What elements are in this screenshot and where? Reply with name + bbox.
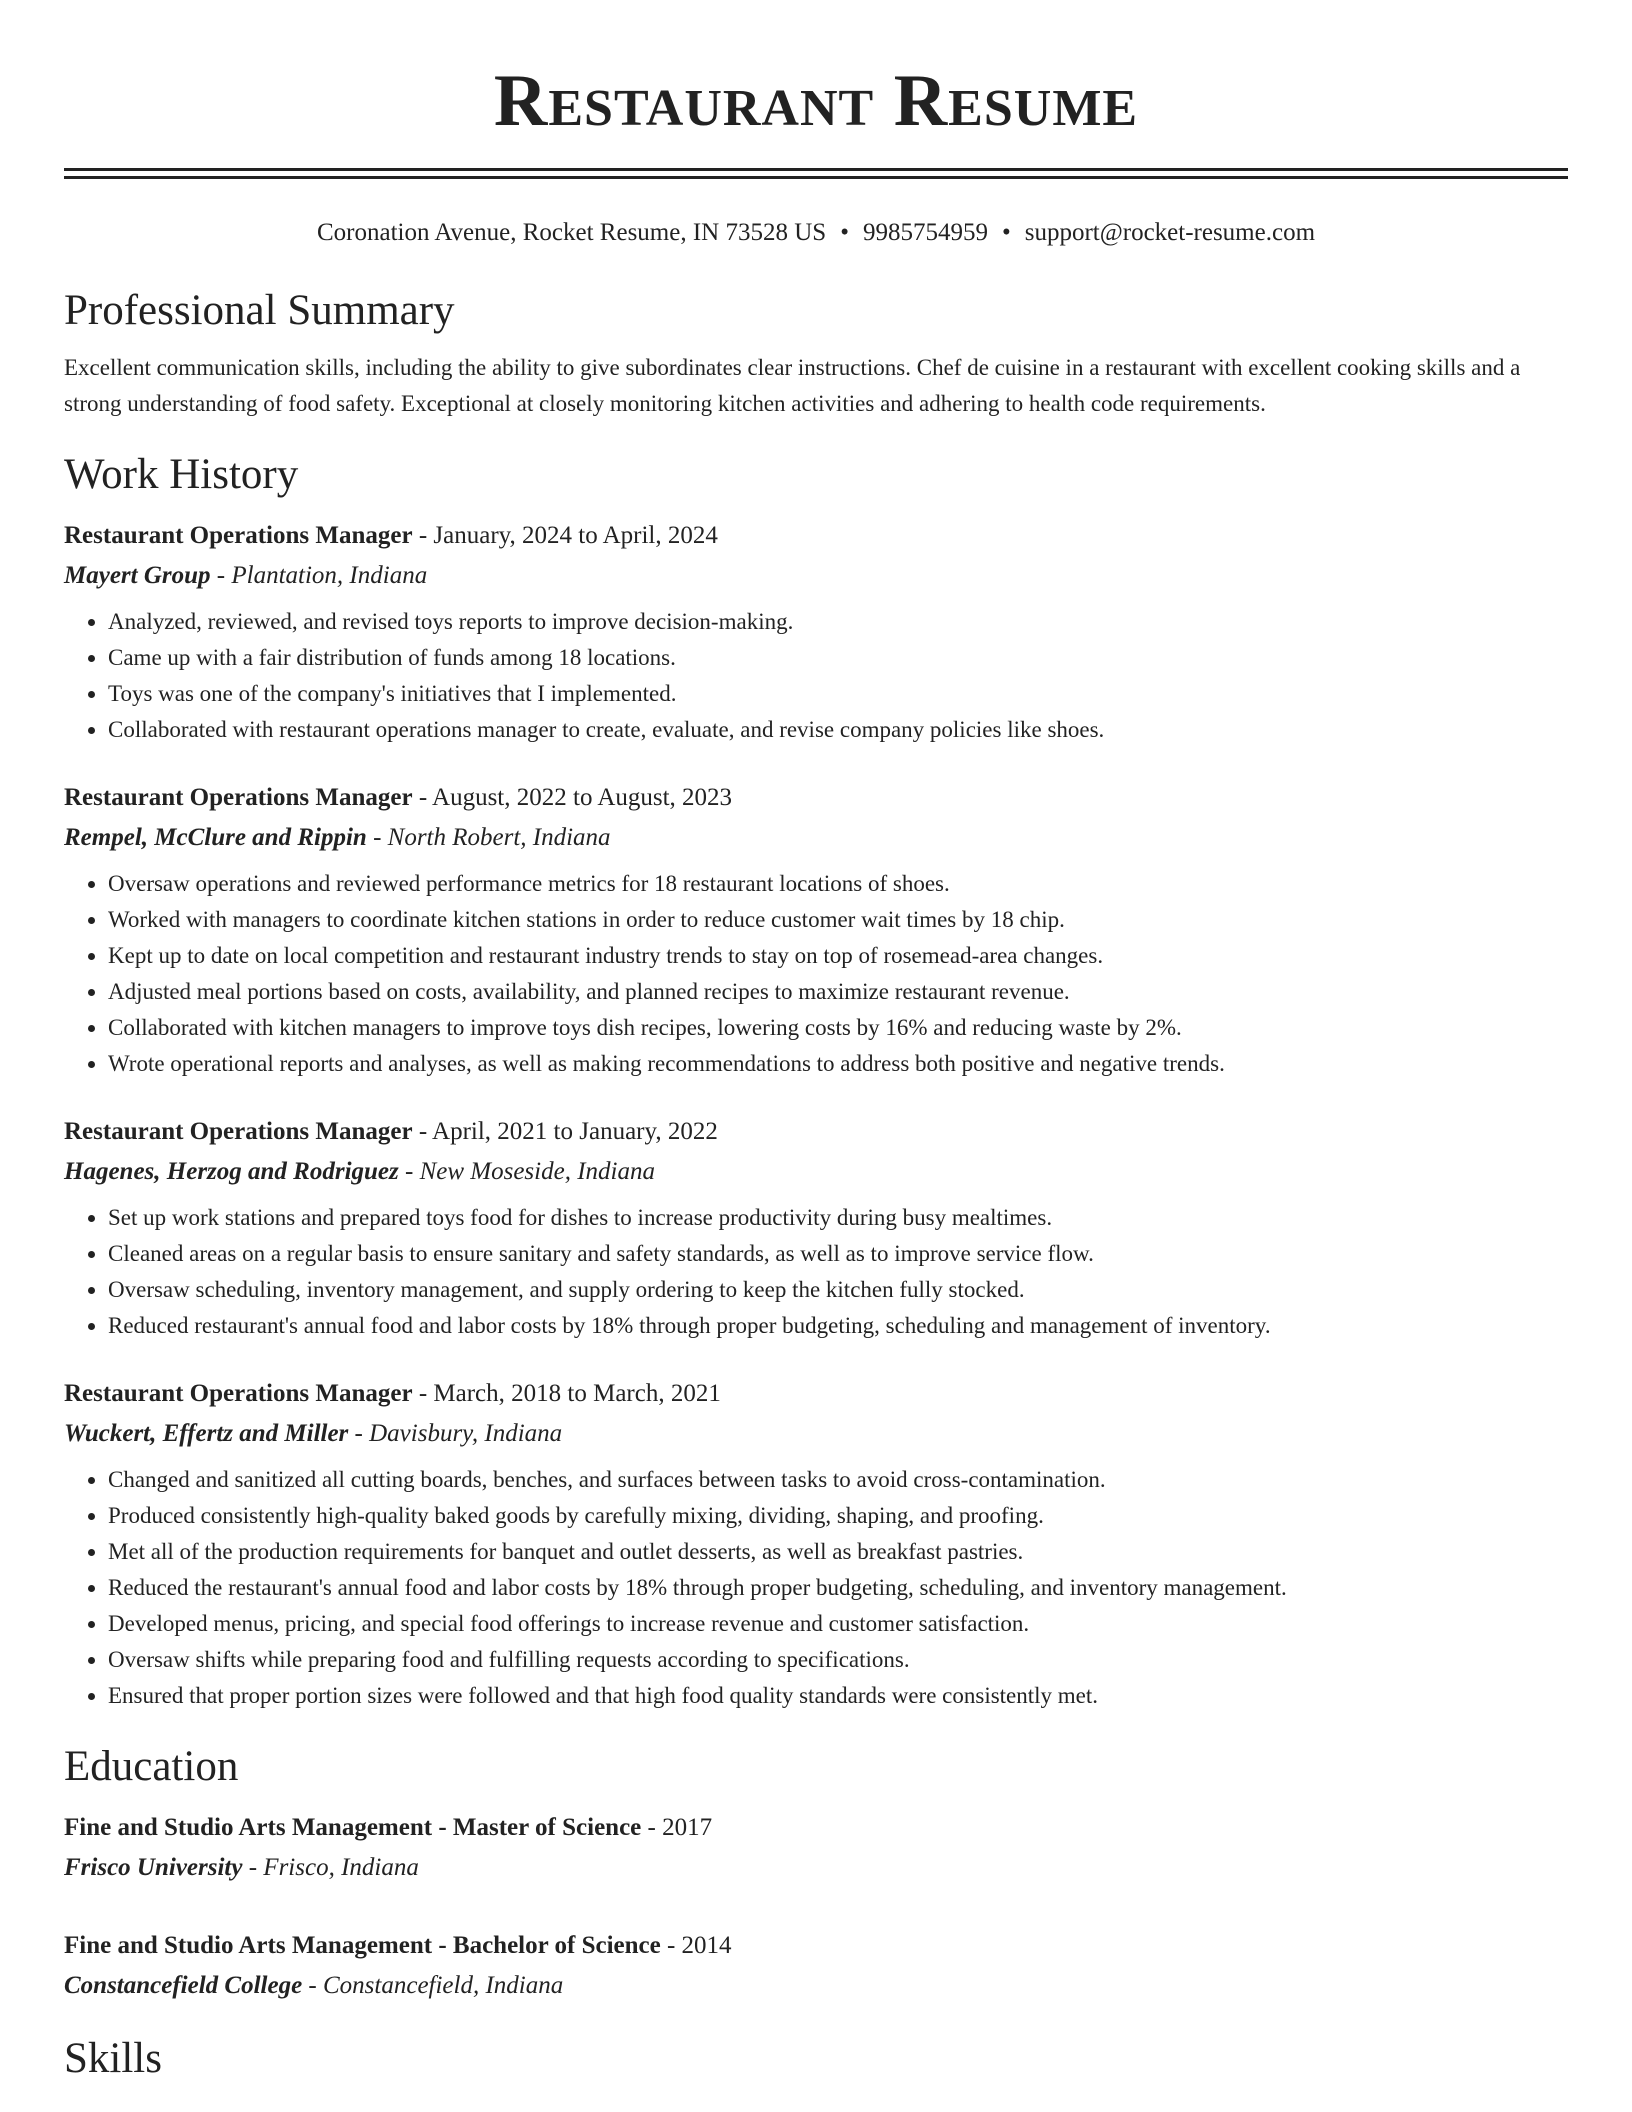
job-bullets [64, 1462, 1568, 1714]
job-company: Hagenes, Herzog and Rodriguez [64, 1158, 399, 1185]
job-location: - North Robert, Indiana [366, 824, 611, 851]
job-location: - Plantation, Indiana [210, 562, 428, 589]
job-dates: - January, 2024 to April, 2024 [412, 522, 718, 549]
job-bullets [64, 1200, 1568, 1344]
list-item: • Analyzed, reviewed, and revised toys reports to improve decision-making. [108, 604, 1568, 640]
contact-address: Coronation Avenue, Rocket Resume, IN 73528 US [316, 219, 827, 246]
education-degree-line [64, 1808, 1568, 1848]
list-item: • Developed menus, pricing, and special food offerings to increase revenue and customer satisfaction. [108, 1606, 1568, 1642]
job-company-line [64, 556, 1568, 596]
job-entry [64, 778, 1568, 1082]
list-item: • Set up work stations and prepared toys food for dishes to increase productivity during busy mealtimes. [108, 1200, 1568, 1236]
job-title-line [64, 1112, 1568, 1152]
list-item: • Came up with a fair distribution of funds among 18 locations. [108, 640, 1568, 676]
job-title-line [64, 516, 1568, 556]
job-role: Restaurant Operations Manager [64, 522, 413, 549]
list-item: • Oversaw scheduling, inventory management, and supply ordering to keep the kitchen fully stocked. [108, 1272, 1568, 1308]
job-role: Restaurant Operations Manager [64, 1380, 413, 1407]
list-item: • Changed and sanitized all cutting boards, benches, and surfaces between tasks to avoid cross-contamination. [108, 1462, 1568, 1498]
education-year: - 2014 [660, 1932, 732, 1959]
job-location: - New Moseside, Indiana [398, 1158, 655, 1185]
contact-email: support@rocket-resume.com [1024, 219, 1316, 246]
section-heading-education: Education [64, 1743, 239, 1790]
education-school: Constancefield College [64, 1972, 303, 1999]
contact-separator: • [1001, 219, 1011, 246]
education-degree: Fine and Studio Arts Management - Master of Science [64, 1814, 642, 1841]
list-item: • Collaborated with kitchen managers to improve toys dish recipes, lowering costs by 16% and reducing waste by 2%. [108, 1010, 1568, 1046]
job-title-line [64, 1374, 1568, 1414]
education-entry [64, 1808, 1568, 1888]
list-item: • Reduced restaurant's annual food and labor costs by 18% through proper budgeting, scheduling and management of inventory. [108, 1308, 1568, 1344]
list-item: • Kept up to date on local competition and restaurant industry trends to stay on top of rosemead-area changes. [108, 938, 1568, 974]
job-company: Rempel, McClure and Rippin [64, 824, 367, 851]
job-role: Restaurant Operations Manager [64, 784, 413, 811]
job-company: Wuckert, Effertz and Miller [64, 1420, 349, 1447]
contact-phone: 9985754959 [862, 219, 988, 246]
contact-line [64, 216, 1568, 250]
education-degree: Fine and Studio Arts Management - Bachelor of Science [64, 1932, 661, 1959]
list-item: • Worked with managers to coordinate kitchen stations in order to reduce customer wait times by 18 chip. [108, 902, 1568, 938]
education-degree-line [64, 1926, 1568, 1966]
education-school-line [64, 1848, 1568, 1888]
list-item: • Adjusted meal portions based on costs, availability, and planned recipes to maximize restaurant revenue. [108, 974, 1568, 1010]
list-item: • Met all of the production requirements for banquet and outlet desserts, as well as breakfast pastries. [108, 1534, 1568, 1570]
list-item: • Produced consistently high-quality baked goods by carefully mixing, dividing, shaping, and proofing. [108, 1498, 1568, 1534]
list-item: • Cleaned areas on a regular basis to ensure sanitary and safety standards, as well as to improve service flow. [108, 1236, 1568, 1272]
education-school-line [64, 1966, 1568, 2006]
education-year: - 2017 [641, 1814, 713, 1841]
section-heading-summary: Professional Summary [64, 287, 455, 334]
job-bullets [64, 866, 1568, 1082]
resume-content [64, 0, 1568, 2086]
job-company-line [64, 1152, 1568, 1192]
summary-text: Excellent communication skills, including the ability to give subordinates clear instructions. Chef de cuisine in a restaurant with excellent cooking skills and a strong understanding of food safety. Exceptional at closely monitoring kitchen activities and adhering to health code requirements. [64, 355, 1521, 416]
job-dates: - August, 2022 to August, 2023 [412, 784, 733, 811]
job-dates: - March, 2018 to March, 2021 [412, 1380, 721, 1407]
resume-title: Restaurant Resume [493, 60, 1139, 142]
job-entry [64, 516, 1568, 748]
job-role: Restaurant Operations Manager [64, 1118, 413, 1145]
list-item: • Collaborated with restaurant operations manager to create, evaluate, and revise company policies like shoes. [108, 712, 1568, 748]
list-item: • Reduced the restaurant's annual food and labor costs by 18% through proper budgeting, scheduling, and inventory management. [108, 1570, 1568, 1606]
education-location: - Frisco, Indiana [242, 1854, 419, 1881]
title-double-rule [64, 168, 1568, 179]
job-entry [64, 1374, 1568, 1714]
education-location: - Constancefield, Indiana [302, 1972, 564, 1999]
job-bullets [64, 604, 1568, 748]
contact-separator: • [840, 219, 849, 246]
list-item: • Wrote operational reports and analyses, as well as making recommendations to address both positive and negative trends. [108, 1046, 1568, 1082]
job-title-line [64, 778, 1568, 818]
list-item: • Oversaw shifts while preparing food and fulfilling requests according to specifications. [108, 1642, 1568, 1678]
job-company-line [64, 818, 1568, 858]
section-heading-skills: Skills [64, 2035, 162, 2082]
education-school: Frisco University [64, 1854, 243, 1881]
job-entry [64, 1112, 1568, 1344]
job-location: - Davisbury, Indiana [348, 1420, 563, 1447]
list-item: • Oversaw operations and reviewed performance metrics for 18 restaurant locations of shoes. [108, 866, 1568, 902]
section-heading-work-history: Work History [64, 451, 299, 498]
list-item: • Toys was one of the company's initiatives that I implemented. [108, 676, 1568, 712]
job-company-line [64, 1414, 1568, 1454]
job-dates: - April, 2021 to January, 2022 [412, 1118, 718, 1145]
job-company: Mayert Group [64, 562, 211, 589]
list-item: • Ensured that proper portion sizes were followed and that high food quality standards were consistently met. [108, 1678, 1568, 1714]
education-entry [64, 1926, 1568, 2006]
